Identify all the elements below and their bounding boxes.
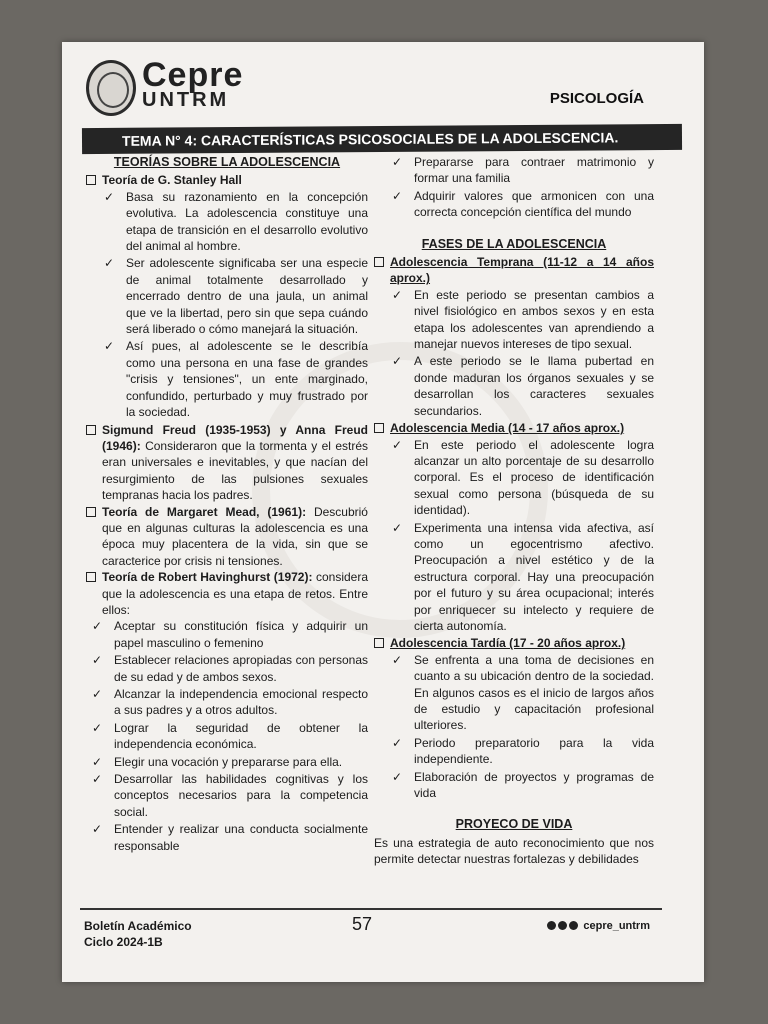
youtube-icon	[558, 921, 567, 930]
theory-hall-title: Teoría de G. Stanley Hall	[102, 173, 242, 188]
check-icon: ✓	[392, 769, 403, 784]
check-icon: ✓	[92, 653, 103, 668]
check-icon: ✓	[392, 520, 403, 535]
havinghurst-points	[86, 618, 368, 854]
check-icon: ✓	[92, 754, 103, 769]
check-icon: ✓	[392, 354, 403, 369]
life-project-text: Es una estrategia de auto reconocimiento que nos permite detectar nuestras fortalezas y debilidades	[374, 835, 654, 867]
check-icon: ✓	[92, 619, 103, 634]
checkbox-bullet-icon	[86, 175, 96, 185]
page-number: 57	[352, 914, 373, 934]
check-icon: ✓	[104, 339, 115, 354]
checkbox-bullet-icon	[374, 423, 384, 433]
checkbox-bullet-icon	[86, 507, 96, 517]
list-item: ✓ Periodo preparatorio para la vida independiente.	[392, 735, 654, 767]
logo-untrm-text: UNTRM	[142, 89, 230, 111]
theory-mead-text: Descubrió que en algunas culturas la adolescencia es una época muy placentera de la vida, sin que se caracterice por crisis ni tensiones.	[102, 504, 368, 568]
list-item: ✓ A este periodo se le llama pubertad en donde maduran los órganos sexuales y se desarrollan los caracteres sexuales secundarios.	[392, 354, 654, 418]
university-seal-icon	[86, 60, 136, 116]
check-icon: ✓	[392, 188, 403, 203]
check-icon: ✓	[392, 735, 403, 750]
theory-mead-title: Teoría de Margaret Mead, (1961):	[102, 504, 307, 519]
phase-early	[374, 254, 654, 287]
list-item: ✓ Entender y realizar una conducta socialmente responsable	[92, 822, 368, 853]
right-column	[374, 154, 654, 868]
facebook-icon	[547, 921, 556, 930]
list-item: ✓ Adquirir valores que armonicen con una correcta concepción científica del mundo	[392, 188, 654, 220]
checkbox-bullet-icon	[86, 572, 96, 582]
bulletin-label: Boletín Académico	[84, 919, 192, 933]
section-title-theories: TEORÍAS SOBRE LA ADOLESCENCIA	[113, 155, 341, 169]
check-icon: ✓	[392, 287, 403, 302]
document-page	[62, 42, 704, 982]
topic-title-bar: TEMA N° 4: CARACTERÍSTICAS PSICOSOCIALES DE LA ADOLESCENCIA.	[82, 124, 682, 154]
list-item: ✓ Elaboración de proyectos y programas de vida	[392, 769, 654, 801]
phase-late-title: Adolescencia Tardía (17 - 20 años aprox.)	[390, 636, 626, 651]
page-header	[62, 42, 704, 122]
check-icon: ✓	[104, 189, 115, 204]
phase-middle-title: Adolescencia Media (14 - 17 años aprox.)	[390, 421, 625, 436]
middle-points	[374, 437, 654, 635]
footer-divider	[80, 908, 662, 910]
list-item: ✓ Aceptar su constitución física y adquirir un papel masculino o femenino	[92, 619, 368, 650]
continued-points	[374, 154, 654, 221]
check-icon: ✓	[392, 437, 403, 452]
logo-cepre-text: Cepre	[142, 56, 244, 94]
list-item: ✓ Experimenta una intensa vida afectiva, así como un egocentrismo afectivo. Preocupación a nivel estético y de la estructura corporal. Hay una preocupación por el futuro y su área ocupacional; interés por enriquecer su intelecto y requiere de cierta autonomía.	[392, 520, 654, 633]
theory-havinghurst-title: Teoría de Robert Havinghurst (1972):	[102, 570, 313, 585]
instagram-icon	[569, 921, 578, 930]
hall-points	[86, 189, 368, 421]
phase-late	[374, 635, 654, 651]
check-icon: ✓	[92, 687, 103, 701]
theory-havinghurst-text: considera que la adolescencia es una etapa de retos. Entre ellos:	[102, 570, 368, 617]
left-column	[86, 154, 368, 855]
list-item: ✓ Elegir una vocación y prepararse para ella.	[92, 754, 343, 769]
list-item: ✓ Lograr la seguridad de obtener la independencia económica.	[92, 720, 368, 752]
theory-freud-text: Consideraron que la tormenta y el estrés eran universales e inevitables, y que nacían del resurgimiento de las pulsiones sexuales tempranas hacia los padres.	[102, 438, 369, 503]
theory-havinghurst	[86, 569, 368, 618]
check-icon: ✓	[104, 256, 115, 271]
list-item: ✓ Prepararse para contraer matrimonio y formar una familia	[392, 155, 654, 186]
list-item: ✓ Así pues, al adolescente se le describía como una persona en una fase de grandes "crisis y tensiones", un ente marginado, confundido, perturbado y muy frustrado por la sociedad.	[104, 339, 368, 420]
social-handle	[547, 920, 650, 932]
early-points	[374, 287, 654, 419]
checkbox-bullet-icon	[374, 257, 384, 267]
social-handle-text: cepre_untrm	[583, 920, 650, 932]
phase-early-title: Adolescencia Temprana (11-12 a 14 años aprox.)	[390, 255, 654, 286]
checkbox-bullet-icon	[86, 425, 96, 435]
check-icon: ✓	[92, 822, 103, 837]
list-item: ✓ Establecer relaciones apropiadas con personas de su edad y de ambos sexos.	[92, 653, 368, 684]
check-icon: ✓	[392, 155, 403, 169]
cycle-label: Ciclo 2024-1B	[84, 935, 163, 949]
theory-freud	[86, 422, 368, 504]
list-item: ✓ Desarrollar las habilidades cognitivas y los conceptos necesarios para la competencia social.	[92, 772, 368, 819]
list-item: ✓ En este periodo el adolescente logra alcanzar un alto porcentaje de su desarrollo corporal. Es el proceso de identificación sexual como persona (búsqueda de su identidad).	[392, 437, 654, 518]
theory-mead	[86, 504, 368, 570]
subject-label: PSICOLOGÍA	[549, 90, 644, 107]
list-item: ✓ Ser adolescente significaba ser una especie de animal totalmente desarrollado y encerrado dentro de una jaula, un animal que ve la libertad, pero sin que sepa cuándo será liberado o cómo manejará la situación.	[104, 256, 368, 337]
late-points	[374, 652, 654, 802]
cepre-logo	[142, 58, 243, 110]
list-item: ✓ Alcanzar la independencia emocional respecto a sus padres y a otros adultos.	[92, 687, 368, 718]
check-icon: ✓	[392, 652, 403, 667]
phase-middle	[374, 420, 654, 436]
theory-freud-title: Sigmund Freud (1935-1953) y Anna Freud (1946):	[102, 422, 368, 453]
list-item: ✓ Basa su razonamiento en la concepción evolutiva. La adolescencia constituye una etapa de transición en el desarrollo evolutivo del animal al hombre.	[104, 189, 368, 254]
check-icon: ✓	[92, 720, 103, 735]
theory-hall	[86, 172, 368, 188]
section-title-life-project: PROYECO DE VIDA	[455, 817, 573, 832]
footer-bulletin	[84, 918, 192, 950]
section-title-phases: FASES DE LA ADOLESCENCIA	[421, 236, 607, 251]
list-item: ✓ Se enfrenta a una toma de decisiones en cuanto a su ubicación dentro de la sociedad. En algunos casos es el inicio de largos años de estudio y capacitación profesional ulteriores.	[392, 652, 654, 733]
checkbox-bullet-icon	[374, 638, 384, 648]
check-icon: ✓	[92, 772, 103, 787]
list-item: ✓ En este periodo se presentan cambios a nivel fisiológico en ambos sexos y en esta etapa los adolescentes van aprendiendo a manejar nuevos intereses de tipo sexual.	[392, 287, 654, 352]
